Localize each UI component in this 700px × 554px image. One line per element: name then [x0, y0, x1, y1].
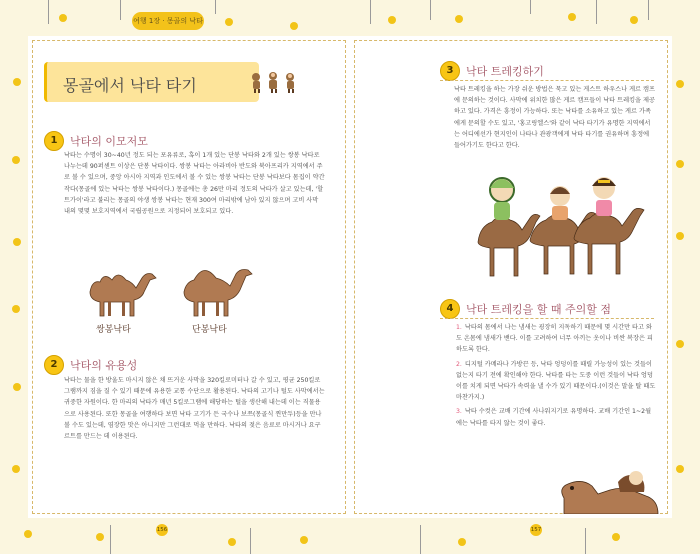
- page-title: 몽골에서 낙타 타기: [63, 76, 197, 95]
- deco-dot: [455, 15, 463, 23]
- section-1-body: 낙타는 수명이 30~40년 정도 되는 포유류로, 혹이 1개 있는 단봉 낙타와 2개 있는 쌍봉 낙타로 나누는데 90퍼센트 이상은 단봉 낙타이다. 쌍봉 낙타는 아라비아 반도와 북아프리카 지역에서 주로 볼 수 있으며, 중앙 아시아 지역과 인도에서 볼 수 있는 쌍봉 낙타는 단봉 낙타보다 몸집이 약간 작다(몽골에 있는 낙타는 쌍봉 낙타이다.) 몽골에는 총 26만 마리 정도의 낙타가 살고 있는데, '할트가이'라고 불리는 몽골의 야생 쌍봉 낙타는 현재 300여 마리밖에 남아 있지 않으며 고비 사막 내의 몇몇 보호지역에서 국립공원으로 지정되어 보호되고 있다.: [64, 152, 325, 216]
- deco-dot: [24, 530, 32, 538]
- deco-dot: [676, 80, 684, 88]
- deco-line: [585, 528, 586, 554]
- bactrian-label: 쌍봉낙타: [96, 325, 131, 335]
- deco-dot: [96, 533, 104, 541]
- list-item: 3. 낙타 수컷은 교배 기간에 사나워지기로 유명하다. 교배 기간인 1~2월에는 낙타를 타지 않는 것이 좋다.: [456, 408, 652, 427]
- deco-dot: [388, 16, 396, 24]
- deco-dot: [612, 533, 620, 541]
- deco-line: [215, 0, 216, 14]
- deco-dot: [12, 305, 20, 313]
- right-page: [350, 36, 672, 518]
- mini-caravan-illustration: [249, 71, 301, 93]
- section-3-heading: [440, 60, 544, 81]
- section-number: 3: [440, 61, 460, 81]
- deco-dot: [228, 538, 236, 546]
- camel-riders-illustration: [474, 160, 652, 284]
- camel-head-illustration: [554, 468, 666, 514]
- section-title: 낙타 트레킹을 할 때 주의할 점: [466, 302, 611, 316]
- deco-line: [648, 0, 649, 20]
- deco-dot: [225, 18, 233, 26]
- deco-dot: [676, 465, 684, 473]
- deco-dot: [458, 538, 466, 546]
- deco-dot: [568, 13, 576, 21]
- deco-line: [420, 525, 421, 554]
- deco-line: [430, 0, 431, 20]
- section-number: 2: [44, 355, 64, 375]
- deco-dot: [13, 238, 21, 246]
- deco-dot: [300, 536, 308, 544]
- page-number-left: 156: [156, 524, 168, 536]
- deco-line: [48, 0, 49, 24]
- list-item: 2. 디지털 카메라나 가방끈 등, 낙타 엉덩이를 때릴 가능성이 있는 것들이 없는지 타기 전에 확인해야 한다. 낙타를 타는 도중 이런 것들이 낙타 엉덩이를 치게 되면 낙타가 속력을 낼 수가 있기 때문이다.(이것은 말을 탈 때도 마찬가지.): [456, 360, 656, 402]
- deco-dot: [59, 14, 67, 22]
- section-2-body: 낙타는 물을 한 방울도 마시지 않은 채 뜨거운 사막을 320킬로미터나 갈 수 있고, 평균 250킬로그램까지 짐을 질 수 있기 때문에 유용한 교통 수단으로 활용된다. 낙타의 고기나 털도 사막에서는 귀중한 자원이다. 한 마리의 낙타가 매년 5킬로그램에 해당하는 털을 생산해 내는데 이는 직물용으로 사용된다. 또한 몽골을 여행하다 보면 낙타 고기가 든 국수나 보쯔(몽골식 찐만두)등을 만나볼 수도 있는데, 염장한 맛은 아니지만 그런대로 먹을 만하다. 낙타의 젖은 음료로 마시거나 요구르트를 만드는 데 이용된다.: [64, 377, 325, 441]
- deco-line: [530, 0, 531, 14]
- section-3-body: 낙타 트레킹을 하는 가장 쉬운 방법은 묵고 있는 게스트 하우스나 게르 캠프에 문의하는 것이다. 사막에 위치한 많은 게르 캠프들이 낙타 트레킹을 제공하고 있다. 가격은 흥정이 가능하다. 또는 낙타를 소유하고 있는 게르 가족에게 문의할 수도 있고, '홍고링엘스'와 같이 낙타 타기가 유명한 지역에서는 어디에선가 현지인이 나타나 관광객에게 낙타 타기를 권유하며 흥정에 들어가기도 한다고 한다.: [454, 86, 655, 150]
- section-title: 낙타 트레킹하기: [466, 64, 544, 78]
- section-number: 1: [44, 131, 64, 151]
- title-banner: [44, 62, 259, 102]
- deco-line: [250, 528, 251, 554]
- dromedary-camel-illustration: [176, 258, 260, 318]
- deco-line: [596, 0, 597, 24]
- bactrian-camel-illustration: [84, 262, 164, 318]
- deco-dot: [13, 383, 21, 391]
- deco-dot: [676, 160, 684, 168]
- chapter-tag: 여행 1장 · 몽골의 낙타: [132, 12, 204, 30]
- section-1-heading: [44, 130, 148, 151]
- deco-dot: [290, 22, 298, 30]
- deco-dot: [676, 340, 684, 348]
- section-2-heading: [44, 354, 137, 375]
- deco-dot: [12, 156, 20, 164]
- deco-line: [120, 0, 121, 20]
- deco-dot: [12, 465, 20, 473]
- section-4-heading: [440, 298, 611, 319]
- deco-dot: [630, 16, 638, 24]
- deco-line: [110, 525, 111, 554]
- deco-dot: [676, 232, 684, 240]
- section-title: 낙타의 유용성: [70, 358, 138, 372]
- section-divider: [440, 80, 654, 81]
- left-page: [28, 36, 350, 518]
- section-divider: [440, 318, 654, 319]
- dromedary-label: 단봉낙타: [192, 325, 227, 335]
- section-title: 낙타의 이모저모: [70, 134, 148, 148]
- deco-line: [370, 0, 371, 24]
- list-item: 1. 낙타의 몸에서 나는 냄새는 굉장히 지독하기 때문에 몇 시간만 타고 와도 온몸에 냄새가 밴다. 이를 고려하여 너무 아끼는 옷이나 비싼 복장은 피하도록 한다.: [456, 324, 653, 354]
- caution-list: [456, 322, 656, 429]
- section-number: 4: [440, 299, 460, 319]
- deco-dot: [13, 78, 21, 86]
- page-number-right: 157: [530, 524, 542, 536]
